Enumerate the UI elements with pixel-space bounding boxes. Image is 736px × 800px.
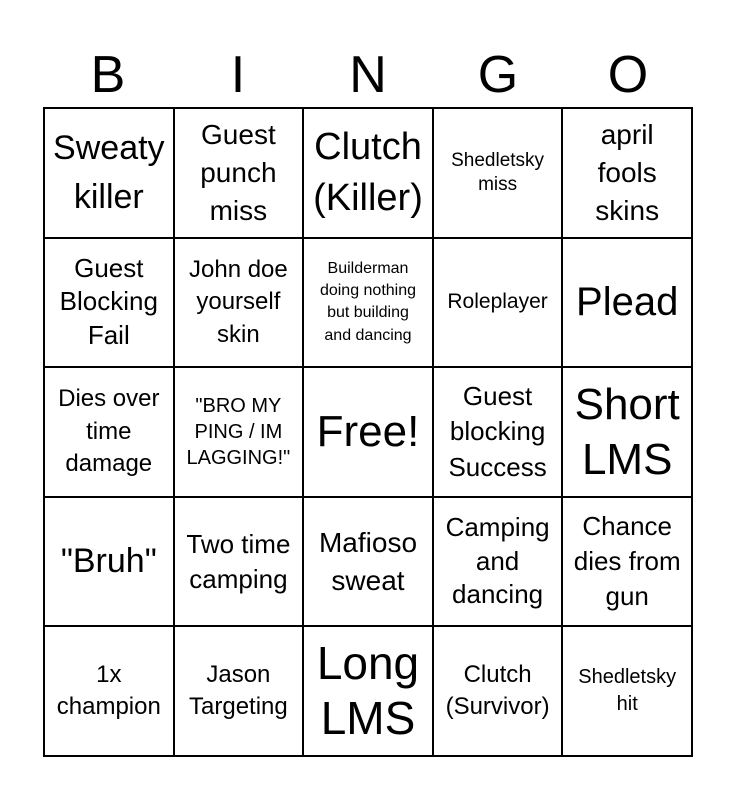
bingo-cell[interactable] (562, 367, 692, 497)
cell-text: Roleplayer (447, 290, 548, 314)
bingo-cell[interactable] (303, 626, 433, 756)
bingo-grid (43, 107, 693, 757)
bingo-cell[interactable] (562, 497, 692, 627)
bingo-cell[interactable] (174, 497, 304, 627)
cell-text: Shedletsky hit (578, 666, 677, 716)
header-letter-o: O (607, 46, 649, 104)
cell-text: Free! (316, 407, 420, 457)
cell-text: Dies over time damage (58, 385, 160, 478)
cell-text: Guest Blocking Fail (59, 252, 158, 351)
bingo-cell[interactable] (44, 626, 174, 756)
cell-text: "BRO MY PING / IM LAGGING!" (186, 394, 291, 469)
cell-text: Sweaty killer (53, 128, 165, 216)
cell-text: Guest blocking Success (448, 381, 547, 482)
header-letter-g: G (477, 46, 519, 104)
bingo-cell[interactable] (174, 626, 304, 756)
cell-text: Clutch (Survivor) (445, 660, 550, 721)
cell-text: Plead (576, 280, 679, 325)
bingo-cell[interactable] (433, 108, 563, 238)
header-letter-b: B (90, 46, 126, 104)
bingo-cell[interactable] (433, 367, 563, 497)
bingo-cell[interactable] (44, 238, 174, 368)
cell-text: Short LMS (574, 379, 680, 484)
bingo-cell[interactable] (303, 497, 433, 627)
bingo-cell[interactable] (303, 367, 433, 497)
bingo-cell[interactable] (562, 238, 692, 368)
bingo-cell[interactable] (562, 626, 692, 756)
bingo-cell[interactable] (562, 108, 692, 238)
cell-text: Guest punch miss (200, 119, 277, 226)
cell-text: april fools skins (595, 119, 660, 226)
cell-text: Chance dies from gun (573, 510, 681, 612)
cell-text: Builderman doing nothing but building and dancing (319, 259, 417, 344)
bingo-cell[interactable] (44, 108, 174, 238)
cell-text: 1x champion (56, 660, 161, 721)
header-letter-n: N (349, 46, 387, 104)
bingo-header (43, 44, 693, 106)
bingo-cell[interactable] (174, 367, 304, 497)
cell-text: Jason Targeting (189, 660, 288, 721)
header-letter-i: I (230, 46, 246, 104)
cell-text: Mafioso sweat (318, 526, 418, 596)
bingo-cell[interactable] (433, 238, 563, 368)
bingo-cell[interactable] (174, 108, 304, 238)
bingo-cell[interactable] (44, 497, 174, 627)
bingo-cell[interactable] (433, 626, 563, 756)
cell-text: Camping and dancing (445, 511, 550, 610)
cell-text: Clutch (Killer) (313, 125, 423, 219)
cell-text: Two time camping (186, 528, 291, 594)
cell-text: John doe yourself skin (189, 255, 288, 348)
bingo-cell[interactable] (433, 497, 563, 627)
cell-text: "Bruh" (60, 541, 157, 580)
bingo-cell[interactable] (303, 238, 433, 368)
bingo-cell[interactable] (303, 108, 433, 238)
cell-text: Long LMS (316, 637, 420, 745)
bingo-cell[interactable] (174, 238, 304, 368)
bingo-cell[interactable] (44, 367, 174, 497)
cell-text: Shedletsky miss (451, 150, 545, 195)
